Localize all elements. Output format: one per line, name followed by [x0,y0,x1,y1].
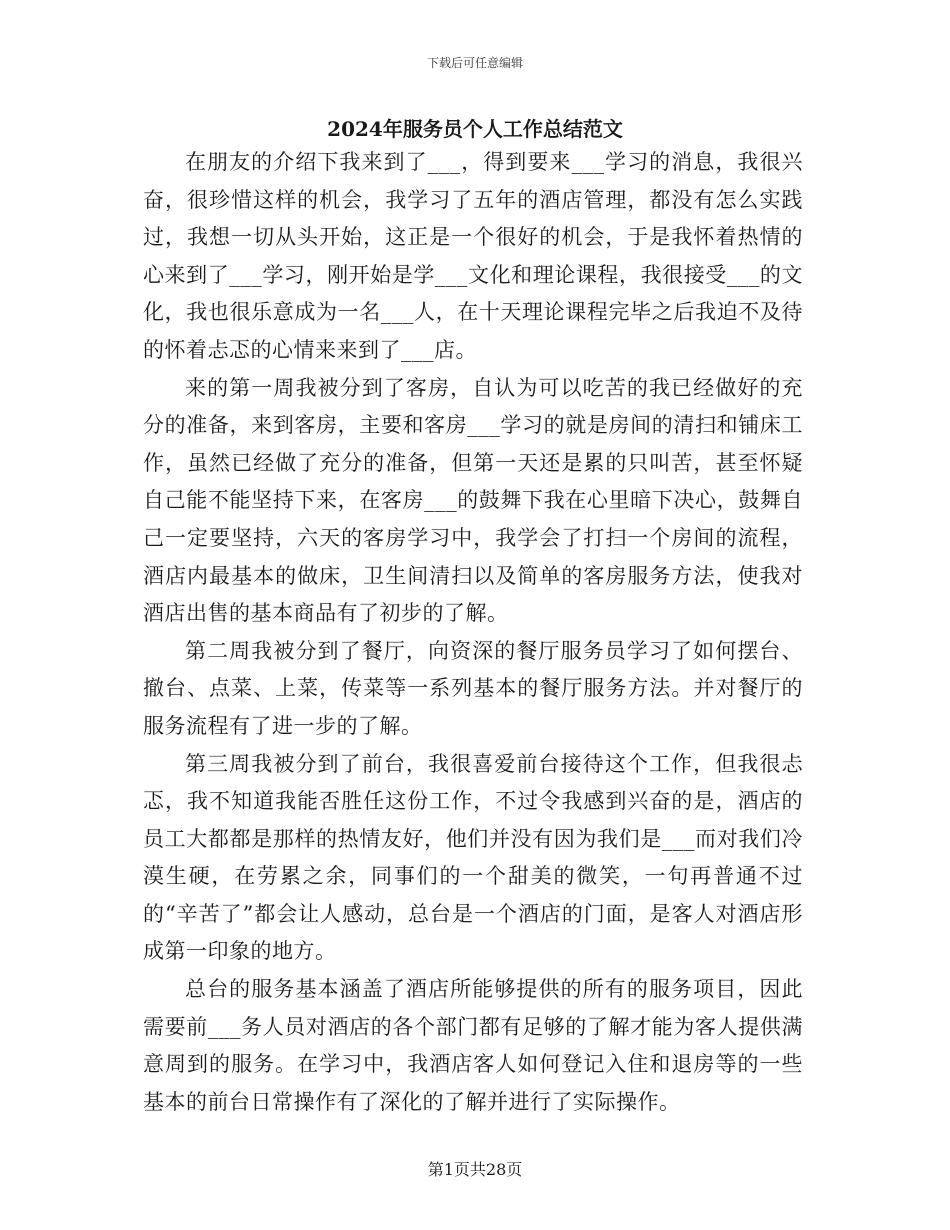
document-title: 2024年服务员个人工作总结范文 [327,117,623,141]
paragraph: 第二周我被分到了餐厅，向资深的餐厅服务员学习了如何摆台、撤台、点菜、上菜，传菜等一系列基本的餐厅服务方法。并对餐厅的服务流程有了进一步的了解。 [143,638,803,738]
paragraph: 第三周我被分到了前台，我很喜爱前台接待这个工作，但我很忐忑，我不知道我能否胜任这份工作，不过令我感到兴奋的是，酒店的员工大都都是那样的热情友好，他们并没有因为我们是___而对我们冷漠生硬，在劳累之余，同事们的一个甜美的微笑，一句再普通不过的“辛苦了”都会让人感动，总台是一个酒店的门面，是客人对酒店形成第一印象的地方。 [143,751,803,964]
page-number-footer: 第1页共28页 [427,1160,523,1179]
header-note: 下载后可任意编辑 [426,56,523,70]
paragraph: 来的第一周我被分到了客房，自认为可以吃苦的我已经做好的充分的准备，来到客房，主要和客房___学习的就是房间的清扫和铺床工作，虽然已经做了充分的准备，但第一天还是累的只叫苦，甚至怀疑自己能不能坚持下来，在客房___的鼓舞下我在心里暗下决心，鼓舞自己一定要坚持，六天的客房学习中，我学会了打扫一个房间的流程，酒店内最基本的做床，卫生间清扫以及简单的客房服务方法，使我对酒店出售的基本商品有了初步的了解。 [143,375,803,626]
paragraph: 在朋友的介绍下我来到了___，得到要来___学习的消息，我很兴奋，很珍惜这样的机会，我学习了五年的酒店管理，都没有怎么实践过，我想一切从头开始，这正是一个很好的机会，于是我怀着热情的心来到了___学习，刚开始是学___文化和理论课程，我很接受___的文化，我也很乐意成为一名___人，在十天理论课程完毕之后我迫不及待的怀着忐忑的心情来来到了___店。 [143,150,803,362]
paragraph: 总台的服务基本涵盖了酒店所能够提供的所有的服务项目，因此需要前___务人员对酒店的各个部门都有足够的了解才能为客人提供满意周到的服务。在学习中，我酒店客人如何登记入住和退房等的一些基本的前台日常操作有了深化的了解并进行了实际操作。 [143,977,803,1114]
document-body [143,144,803,1121]
